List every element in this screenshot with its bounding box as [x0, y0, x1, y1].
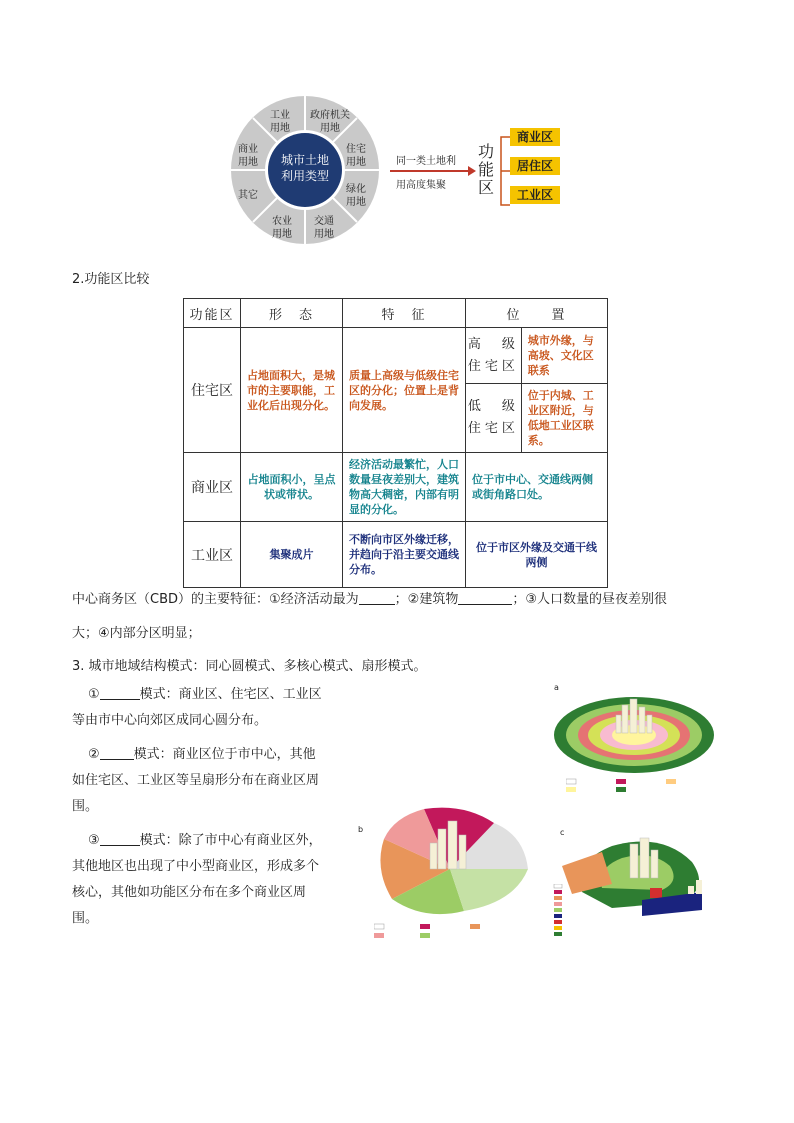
model-3-number: ③ — [88, 833, 100, 848]
model-1-line — [72, 682, 354, 708]
row-name-industrial: 工业区 — [184, 522, 241, 588]
cbd-line-2: 大；④内部分区明显； — [72, 626, 201, 641]
low-residential-label: 低 级 住宅区 — [466, 384, 522, 453]
sector-graphic — [364, 799, 536, 923]
model-2-line-2: 如住宅区、工业区等呈扇形分布在商业区周 — [72, 773, 320, 788]
legend-swatches — [566, 778, 716, 794]
commercial-feature: 经济活动最繁忙，人口数量昼夜差别大，建筑物高大稠密，内部有明显的分化。 — [343, 453, 466, 522]
model-2-line-3: 围。 — [72, 799, 99, 814]
legend-swatches — [374, 923, 514, 941]
cbd-text-3: ；③人口数量的昼夜差别很 — [512, 592, 667, 607]
section-2-title: 2.功能区比较 — [72, 272, 150, 287]
industrial-feature: 不断向市区外缘迁移，并趋向于沿主要交通线分布。 — [343, 522, 466, 588]
industrial-form: 集聚成片 — [241, 522, 343, 588]
sector-model-image — [356, 797, 536, 945]
model-3-line-4: 围。 — [72, 911, 99, 926]
model-3-text: 模式：除了市中心有商业区外， — [139, 833, 322, 848]
concentric-rings-graphic — [552, 689, 716, 775]
model-3-line-2: 其他地区也出现了中小型商业区，形成多个 — [72, 859, 320, 874]
model-1-line-2: 等由市中心向郊区成同心圆分布。 — [72, 713, 268, 728]
header-form: 形 态 — [241, 299, 343, 328]
model-2-number: ② — [88, 747, 100, 762]
wheel-center-label: 城市土地 利用类型 — [280, 153, 329, 183]
table-row — [184, 453, 608, 522]
high-residential-label: 高 级 住宅区 — [466, 328, 522, 384]
multi-nuclei-graphic — [552, 832, 716, 942]
industrial-location: 位于市区外缘及交通干线两侧 — [466, 522, 608, 588]
answer-blank[interactable] — [100, 745, 134, 760]
answer-blank[interactable] — [100, 831, 140, 846]
arrow-caption-bottom: 用高度集聚 — [396, 180, 446, 191]
table-header-row — [184, 299, 608, 328]
residential-form: 占地面积大，是城市的主要职能，工业化后出现分化。 — [241, 328, 343, 453]
figure-a-label: a — [554, 683, 559, 692]
zone-industrial: 工业区 — [510, 186, 560, 204]
commercial-location: 位于市中心、交通线两侧或街角路口处。 — [466, 453, 608, 522]
header-location: 位 置 — [466, 299, 608, 328]
figure-b-label: b — [358, 825, 364, 834]
function-zone-title: 功 能 区 — [477, 142, 494, 197]
wheel-segment: 商业 用地 — [238, 144, 258, 168]
answer-blank[interactable] — [458, 590, 512, 605]
model-2-text: 模式：商业区位于市中心，其他 — [133, 747, 316, 762]
cbd-text-2: ；②建筑物 — [394, 592, 459, 607]
wheel-segment: 住宅 用地 — [346, 144, 366, 168]
land-use-wheel — [230, 95, 380, 245]
wheel-segment: 工业 用地 — [270, 110, 290, 134]
table-row — [184, 328, 608, 384]
wheel-segment: 政府机关 用地 — [310, 110, 350, 134]
multi-nuclei-model-image — [552, 828, 716, 946]
answer-blank[interactable] — [359, 590, 395, 605]
header-feature: 特 征 — [343, 299, 466, 328]
legend-swatches — [552, 884, 572, 940]
row-name-commercial: 商业区 — [184, 453, 241, 522]
header-zone: 功能区 — [184, 299, 241, 328]
model-3-line-3: 核心，其他如功能区分布在多个商业区周 — [72, 885, 307, 900]
low-residential-location: 位于内城、工业区附近，与低地工业区联系。 — [521, 384, 607, 453]
wheel-segment: 绿化 用地 — [346, 184, 366, 208]
wheel-segment: 农业 用地 — [272, 216, 292, 240]
concentric-model-image — [552, 683, 716, 795]
model-1-number: ① — [88, 687, 100, 702]
function-zone-table — [183, 298, 608, 588]
commercial-form: 占地面积小，呈点状或带状。 — [241, 453, 343, 522]
row-name-residential: 住宅区 — [184, 328, 241, 453]
model-2-line — [72, 742, 354, 768]
high-residential-location: 城市外缘，与高坡、文化区联系 — [521, 328, 607, 384]
zone-residential: 居住区 — [510, 157, 560, 175]
wheel-segment: 其它 — [238, 190, 258, 201]
answer-blank[interactable] — [100, 685, 140, 700]
section-3-title: 3. 城市地域结构模式：同心圆模式、多核心模式、扇形模式。 — [72, 659, 427, 674]
figure-c-label: c — [560, 828, 565, 837]
residential-feature: 质量上高级与低级住宅区的分化；位置上是背向发展。 — [343, 328, 466, 453]
models-text — [72, 682, 354, 932]
cbd-text-1: 中心商务区（CBD）的主要特征：①经济活动最为 — [72, 592, 359, 607]
bracket-icon — [497, 135, 511, 207]
zone-commercial: 商业区 — [510, 128, 560, 146]
model-3-line — [72, 828, 354, 854]
table-row — [184, 522, 608, 588]
aggregation-arrow — [390, 148, 476, 191]
model-1-text: 模式：商业区、住宅区、工业区 — [139, 687, 322, 702]
cbd-paragraph — [72, 587, 732, 613]
arrow-caption-top: 同一类土地利 — [396, 156, 456, 167]
wheel-segment: 交通 用地 — [314, 216, 334, 240]
